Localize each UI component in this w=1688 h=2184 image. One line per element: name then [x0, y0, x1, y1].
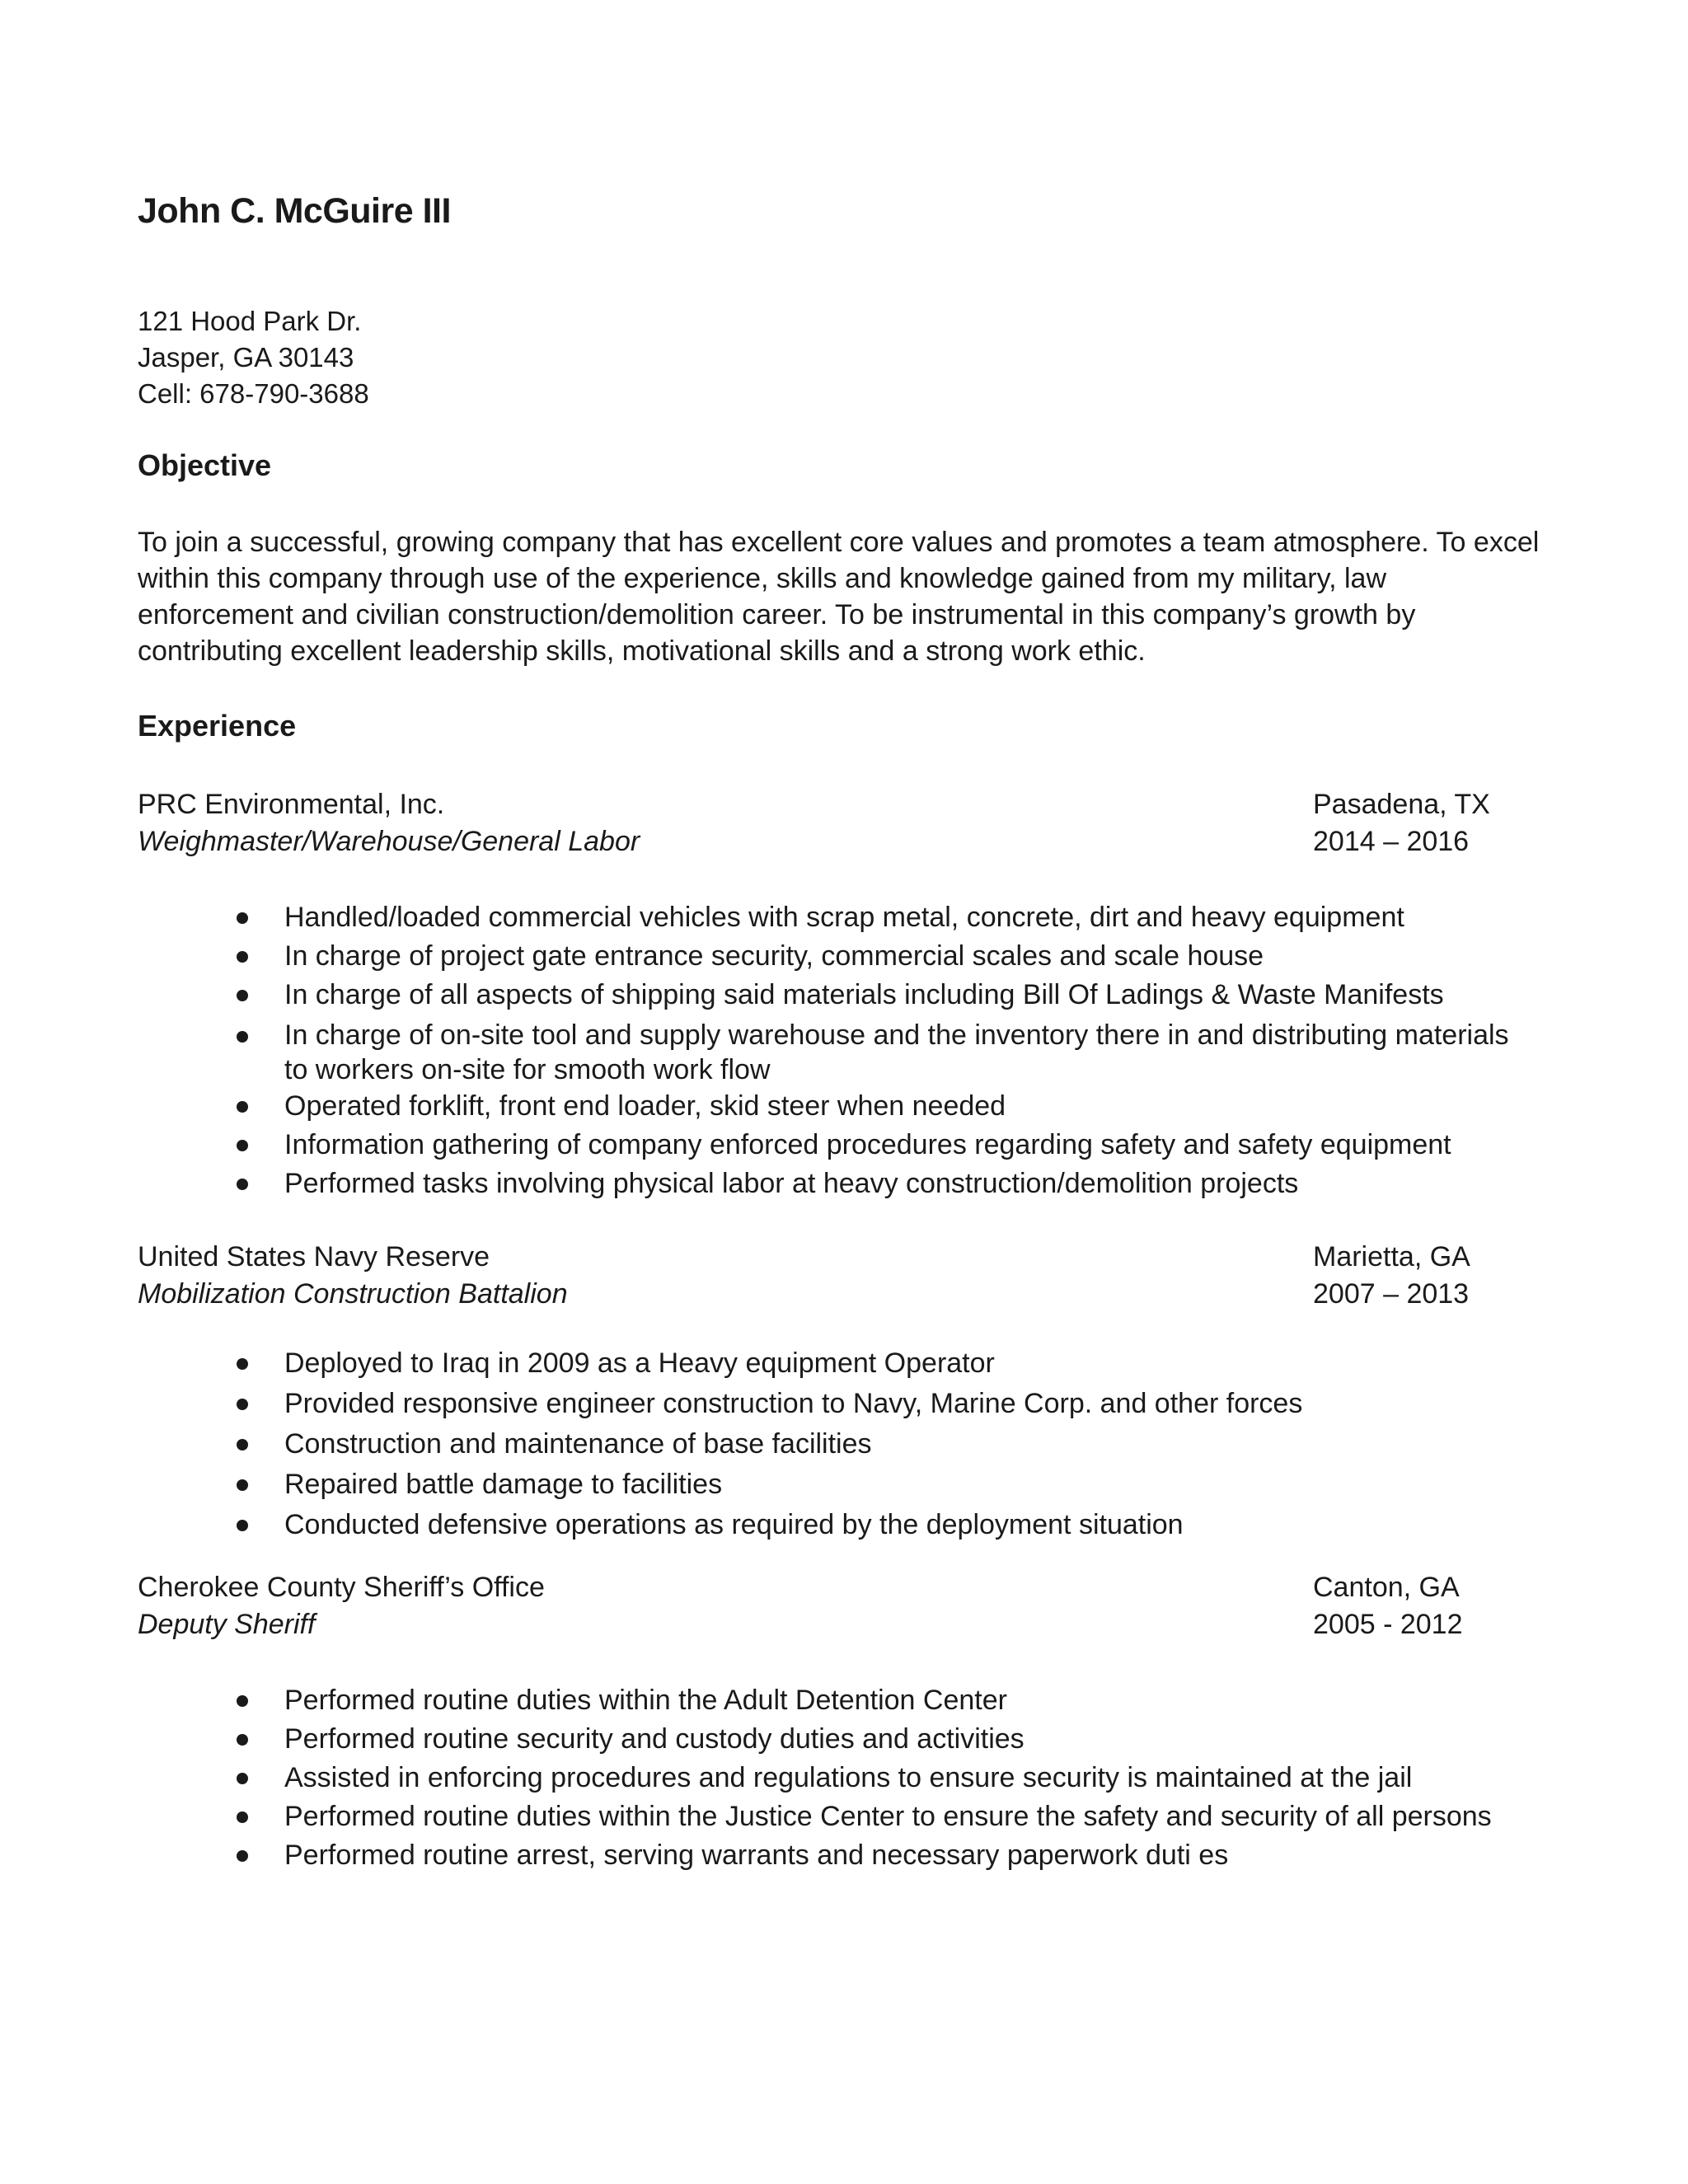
- bullet-icon: [237, 1734, 248, 1746]
- bullet-icon: [237, 1850, 248, 1862]
- job-title: Weighmaster/Warehouse/General Labor: [138, 826, 640, 857]
- employer-name: United States Navy Reserve: [138, 1241, 490, 1272]
- objective-line: enforcement and civilian construction/demolition career. To be instrumental in this company’s growth by: [138, 599, 1416, 630]
- job-dates: 2005 - 2012: [1313, 1609, 1463, 1640]
- address-city-state-zip: Jasper, GA 30143: [138, 342, 354, 373]
- list-item: Information gathering of company enforced procedures regarding safety and safety equipment: [138, 1126, 1588, 1165]
- bullet-icon: [237, 1773, 248, 1784]
- list-item: Performed tasks involving physical labor at heavy construction/demolition projects: [138, 1165, 1588, 1203]
- list-item: Operated forklift, front end loader, skid steer when needed: [138, 1087, 1588, 1126]
- list-item: Handled/loaded commercial vehicles with scrap metal, concrete, dirt and heavy equipment: [138, 898, 1588, 937]
- objective-heading: Objective: [138, 448, 272, 482]
- list-item: Deployed to Iraq in 2009 as a Heavy equipment Operator: [138, 1343, 1588, 1384]
- job-duties-list: [138, 898, 1588, 1203]
- bullet-icon: [237, 990, 248, 1001]
- phone-number: Cell: 678-790-3688: [138, 378, 369, 409]
- bullet-icon: [237, 1101, 248, 1113]
- bullet-icon: [237, 1811, 248, 1823]
- bullet-icon: [237, 1140, 248, 1151]
- job-duties-list: [138, 1343, 1588, 1545]
- contact-info: [138, 303, 369, 412]
- bullet-icon: [237, 1399, 248, 1410]
- applicant-name: John C. McGuire III: [138, 191, 451, 231]
- job-title-row: [138, 1276, 1555, 1313]
- experience-heading: Experience: [138, 709, 297, 743]
- bullet-icon: [237, 1479, 248, 1491]
- bullet-icon: [237, 1439, 248, 1451]
- bullet-icon: [237, 912, 248, 924]
- job-title: Mobilization Construction Battalion: [138, 1278, 568, 1310]
- employer-name: Cherokee County Sheriff’s Office: [138, 1572, 545, 1603]
- job-entry: [138, 786, 1555, 860]
- list-item: Performed routine duties within the Justice Center to ensure the safety and security of all persons: [138, 1797, 1588, 1836]
- list-item: Conducted defensive operations as required by the deployment situation: [138, 1505, 1588, 1545]
- job-entry: [138, 1569, 1555, 1643]
- list-item: Construction and maintenance of base facilities: [138, 1424, 1588, 1465]
- job-location: Canton, GA: [1313, 1572, 1460, 1603]
- objective-line: To join a successful, growing company that has excellent core values and promotes a team atmosphere. To excel: [138, 527, 1540, 558]
- list-item: In charge of on-site tool and supply warehouse and the inventory there in and distributing materials to workers on-site for smooth work flow: [138, 1015, 1588, 1087]
- bullet-icon: [237, 1358, 248, 1370]
- list-item: Performed routine duties within the Adult Detention Center: [138, 1681, 1588, 1720]
- job-entry: [138, 1239, 1555, 1313]
- objective-line: within this company through use of the experience, skills and knowledge gained from my military, law: [138, 563, 1386, 594]
- job-location: Pasadena, TX: [1313, 789, 1490, 820]
- list-item: In charge of all aspects of shipping said materials including Bill Of Ladings & Waste Manifests: [138, 976, 1588, 1015]
- list-item: Performed routine security and custody duties and activities: [138, 1720, 1588, 1759]
- job-header-row: [138, 1239, 1555, 1276]
- list-item: Repaired battle damage to facilities: [138, 1465, 1588, 1505]
- employer-name: PRC Environmental, Inc.: [138, 789, 445, 820]
- job-location: Marietta, GA: [1313, 1241, 1470, 1272]
- bullet-icon: [237, 1031, 248, 1043]
- list-item: In charge of project gate entrance security, commercial scales and scale house: [138, 937, 1588, 976]
- bullet-icon: [237, 1520, 248, 1531]
- bullet-icon: [237, 951, 248, 963]
- job-title-row: [138, 823, 1555, 860]
- objective-text: [138, 524, 1555, 669]
- job-header-row: [138, 786, 1555, 823]
- address-street: 121 Hood Park Dr.: [138, 306, 362, 336]
- bullet-icon: [237, 1179, 248, 1190]
- job-title-row: [138, 1606, 1555, 1643]
- job-duties-list: [138, 1681, 1588, 1875]
- job-dates: 2014 – 2016: [1313, 826, 1470, 857]
- list-item: Provided responsive engineer construction to Navy, Marine Corp. and other forces: [138, 1384, 1588, 1424]
- job-title: Deputy Sheriff: [138, 1609, 316, 1640]
- job-dates: 2007 – 2013: [1313, 1278, 1470, 1310]
- list-item: Performed routine arrest, serving warrants and necessary paperwork duti es: [138, 1836, 1588, 1875]
- job-header-row: [138, 1569, 1555, 1606]
- objective-line: contributing excellent leadership skills, motivational skills and a strong work ethic.: [138, 635, 1146, 667]
- list-item: Assisted in enforcing procedures and regulations to ensure security is maintained at the jail: [138, 1759, 1588, 1797]
- bullet-icon: [237, 1695, 248, 1707]
